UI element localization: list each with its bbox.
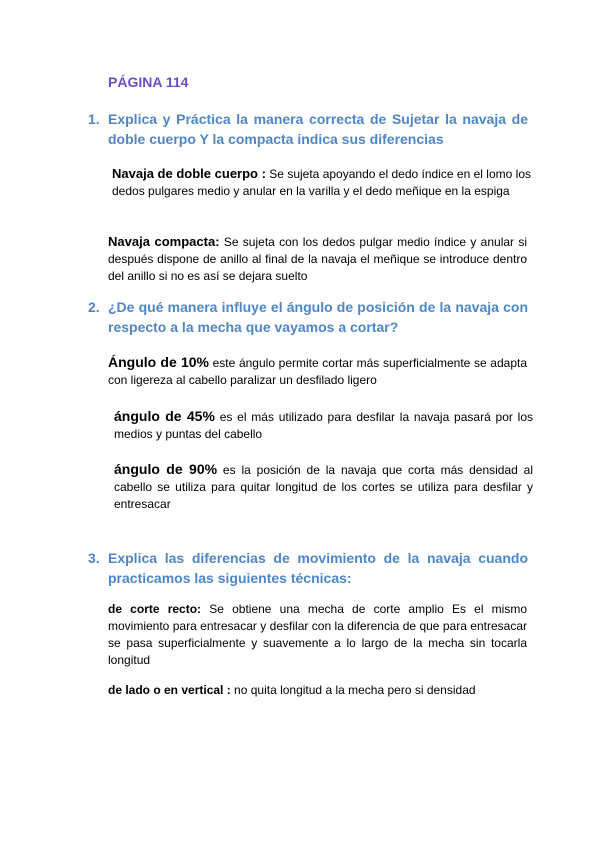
answer-text: es el más utilizado para desfilar la navaja pasará por los medios y puntas del cabello <box>114 410 533 441</box>
answer-paragraph <box>108 354 527 389</box>
answer-term: Ángulo de 10% <box>108 354 209 370</box>
answer-paragraph <box>108 165 531 200</box>
question-1 <box>88 109 528 149</box>
answer-paragraph <box>108 601 527 669</box>
question-2 <box>88 297 528 337</box>
question-text: ¿De qué manera influye el ángulo de posición de la navaja con respecto a la mecha que vayamos a cortar? <box>108 299 528 335</box>
answer-text: este ángulo permite cortar más superficialmente se adapta con ligereza al cabello paralizar un desfilado ligero <box>108 356 527 387</box>
answer-paragraph <box>108 461 533 513</box>
question-number: 3. <box>88 550 100 566</box>
answer-term: ángulo de 45% <box>114 408 215 424</box>
question-text: Explica las diferencias de movimiento de la navaja cuando practicamos las siguientes técnicas: <box>108 550 528 586</box>
answer-text: Se obtiene una mecha de corte amplio Es el mismo movimiento para entresacar y desfilar con la diferencia de que para entresacar se pasa superficialmente y suavemente a lo largo de la mecha sin tocarla longitud <box>108 602 528 667</box>
answer-text: es la posición de la navaja que corta más densidad al cabello se utiliza para quitar longitud de los cortes se utiliza para desfilar y entresacar <box>114 463 533 511</box>
answer-text: Se sujeta con los dedos pulgar medio índice y anular si después dispone de anillo al final de la navaja el meñique se introduce dentro del anillo si no es así se dejara suelto <box>108 235 528 283</box>
answer-paragraph <box>108 408 533 443</box>
answer-paragraph <box>108 233 527 285</box>
answer-term: de lado o en vertical : <box>108 683 231 697</box>
answer-text: Se sujeta apoyando el dedo índice en el lomo los dedos pulgares medio y anular en la varilla y el dedo meñique en la espiga <box>112 167 531 198</box>
question-text: Explica y Práctica la manera correcta de Sujetar la navaja de doble cuerpo Y la compacta indica sus diferencias <box>108 111 528 147</box>
answer-term: de corte recto: <box>108 602 202 616</box>
page-title: PÁGINA 114 <box>108 74 189 90</box>
answer-term: ángulo de 90% <box>114 461 218 477</box>
question-number: 2. <box>88 299 100 315</box>
question-3 <box>88 548 528 588</box>
answer-text: no quita longitud a la mecha pero si densidad <box>230 683 476 697</box>
answer-term: Navaja compacta: <box>108 234 220 249</box>
question-number: 1. <box>88 111 100 127</box>
answer-paragraph <box>108 682 527 699</box>
answer-term: Navaja de doble cuerpo : <box>112 166 266 181</box>
